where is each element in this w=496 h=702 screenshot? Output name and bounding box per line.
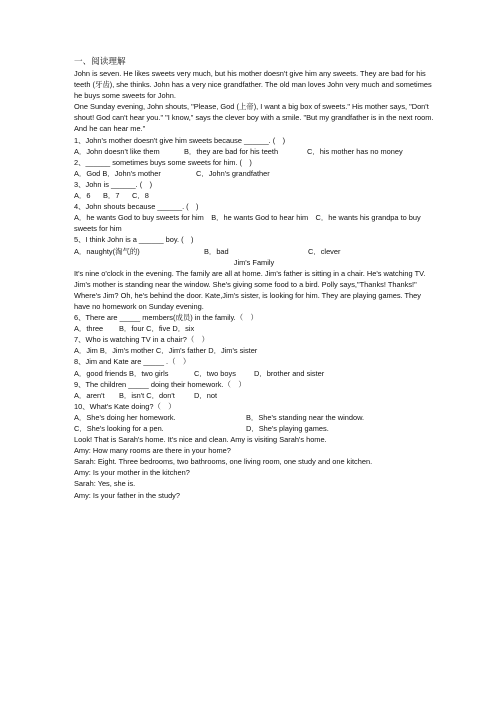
question-2-options (74, 168, 434, 179)
question-2-option-c: C．John's grandfather (196, 168, 270, 178)
question-8-option-ab: A．good friends B．two girls (74, 368, 169, 378)
question-5-option-a: A．naughty(淘气的) (74, 246, 140, 256)
question-6-option-bcd: B．four C．five D．six (119, 324, 195, 334)
section-heading: 一、阅读理解 (74, 56, 126, 66)
dialogue-line: Sarah: Yes, she is. (74, 479, 136, 489)
question-7-option-abcd: A．Jim B．Jim's mother C．Jim's father D．Jim's sister (74, 346, 258, 356)
passage3-intro: Look! That is Sarah's home. It's nice and clean. Amy is visiting Sarah's home. (74, 435, 327, 445)
question-4-stem: 4、John shouts because ______. ( ) (74, 202, 199, 212)
question-1-option-a: A．John doesn't like them (74, 146, 160, 156)
question-2-option-ab: A．God B．John's mother (74, 168, 161, 178)
dialogue-line: Amy: Is your father in the study? (74, 490, 180, 500)
question-3-options (74, 190, 434, 201)
question-4-options: A．he wants God to buy sweets for him B．he wants God to hear him C．he wants his grandpa to buy sweets for him (74, 213, 421, 234)
question-8-option-c: C．two boys (194, 368, 236, 378)
question-5-option-c: C．clever (308, 246, 341, 256)
question-10-options (74, 412, 434, 434)
passage1-paragraph-1: John is seven. He likes sweets very much, but his mother doesn't give him any sweets. They are bad for his teeth (牙齿), she thinks. John has a very nice grandfather. The old man loves John very much and sometimes he buys some sweets for John. (74, 69, 432, 101)
question-1-stem: 1、John's mother doesn't give him sweets because ______. ( ) (74, 135, 286, 145)
dialogue-line: Amy: Is your mother in the kitchen? (74, 468, 190, 478)
question-2-stem: 2、______ sometimes buys some sweets for him. ( ) (74, 157, 252, 167)
question-10-option-b: B．She's standing near the window. (246, 412, 365, 422)
question-10-stem: 10、What's Kate doing?（ ） (74, 401, 176, 411)
question-5-option-b: B．bad (204, 246, 229, 256)
question-6-options (74, 323, 434, 334)
dialogue-line: Amy: How many rooms are there in your home? (74, 446, 231, 456)
question-1-option-b: B．they are bad for his teeth (184, 146, 279, 156)
question-10-option-c: C．She's looking for a pen. (74, 424, 164, 433)
question-9-option-d: D．not (194, 390, 218, 400)
question-3-option-b: B．7 (103, 191, 120, 201)
document-page (74, 55, 434, 501)
passage2-paragraph: It's nine o'clock in the evening. The family are all at home. Jim's father is sitting in a chair. He's watching TV. Jim's mother is standing near the window. She's giving some food to a bird. Polly says,"Thanks! Thanks!" Where's Jim? Oh, he's behind the door. Kate,Jim's sister, is looking for him. They are playing games. They have no homework on Sunday evening. (74, 268, 426, 311)
question-7-options (74, 345, 434, 356)
question-1-option-c: C．his mother has no money (307, 146, 403, 156)
question-8-options (74, 368, 434, 379)
passage1-paragraph-2: One Sunday evening, John shouts, "Please, God (上帝), I want a big box of sweets." His mother says, "Don't shout! God can't hear you." "I know," says the clever boy with a smile. "But my grandfather is in the next room. And he can hear me." (74, 102, 434, 134)
dialogue-line: Sarah: Eight. Three bedrooms, two bathrooms, one living room, one study and one kitchen. (74, 457, 373, 467)
question-3-option-a: A．6 (74, 191, 91, 201)
question-9-options (74, 390, 434, 401)
question-9-stem: 9、The children _____ doing their homework.（ ） (74, 379, 246, 389)
question-10-option-d: D．She's playing games. (246, 424, 329, 433)
question-6-stem: 6、There are _____ members(成员) in the family.（ ） (74, 313, 258, 323)
question-8-option-d: D．brother and sister (254, 368, 325, 378)
question-6-option-a: A．three (74, 324, 104, 334)
question-7-stem: 7、Who is watching TV in a chair?（ ） (74, 335, 209, 345)
question-3-option-c: C．8 (132, 191, 149, 201)
question-9-option-a: A．aren't (74, 390, 105, 400)
passage2-title: Jim's Family (233, 257, 275, 267)
question-5-stem: 5、I think John is a ______ boy. ( ) (74, 235, 194, 245)
question-5-options (74, 246, 434, 257)
question-10-option-a: A．She's doing her homework. (74, 412, 176, 422)
question-3-stem: 3、John is ______. ( ) (74, 179, 153, 189)
question-1-options (74, 146, 434, 157)
question-8-stem: 8、Jim and Kate are _____ .（ ） (74, 357, 191, 367)
question-9-option-bc: B．isn't C．don't (119, 390, 175, 400)
